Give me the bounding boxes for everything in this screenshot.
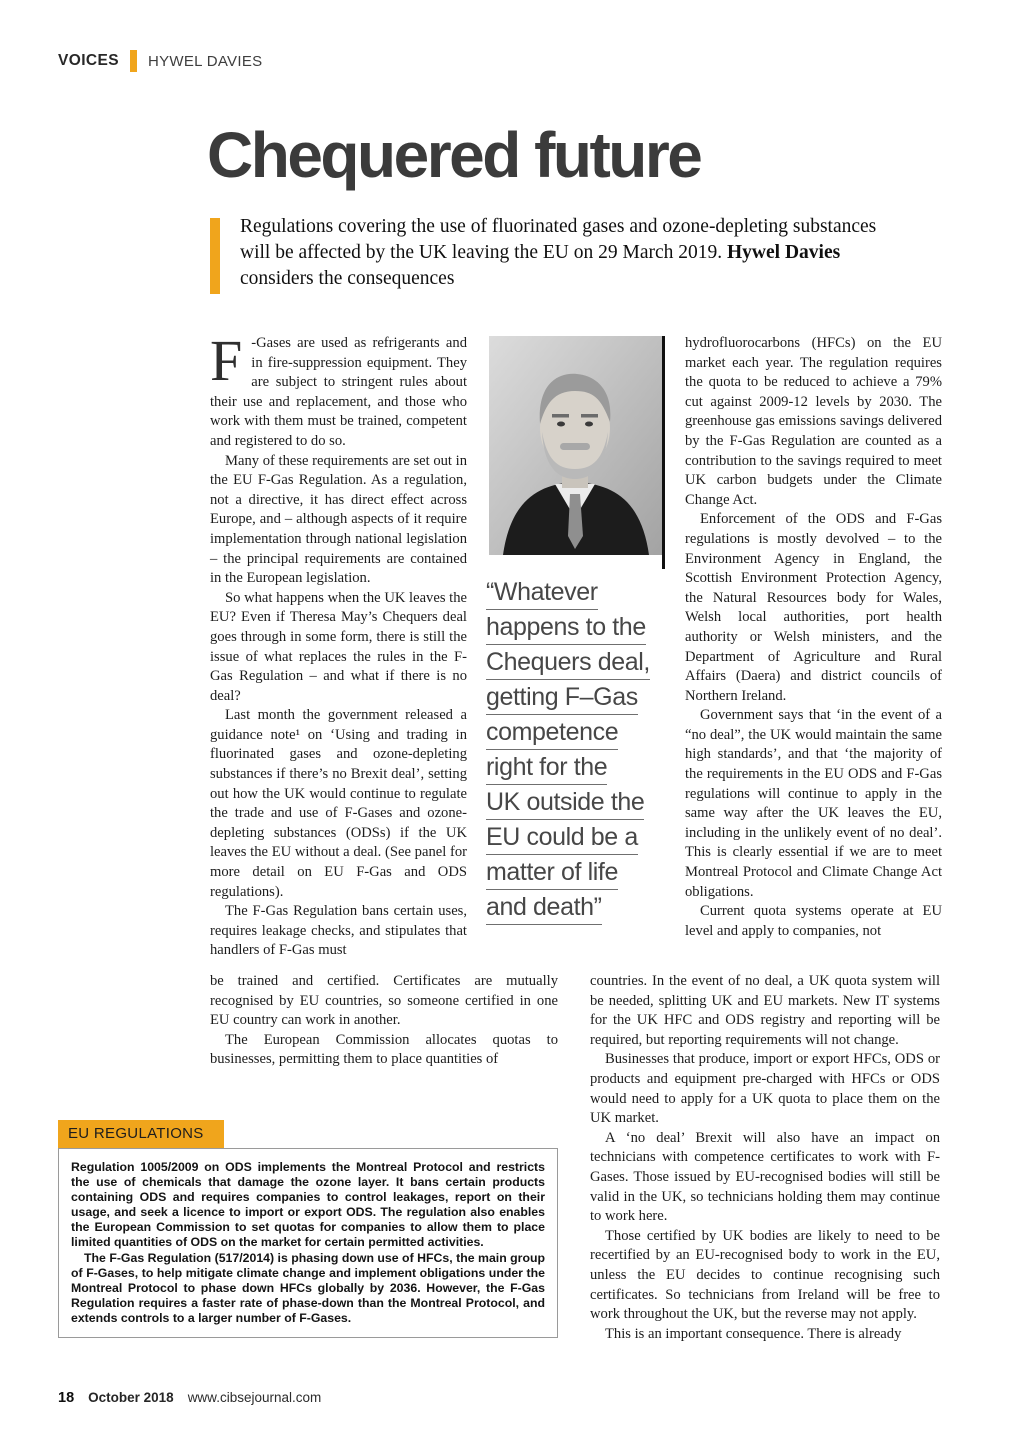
body-paragraph [210, 328, 467, 452]
body-paragraph: countries. In the event of no deal, a UK quota system will be needed, splitting UK and EU markets. New IT systems for the UK HFC and ODS registry and reporting will be required, but reporting requirements will not change. [590, 973, 940, 1048]
pull-quote-line: getting F–Gas [486, 683, 664, 718]
standfirst-tail: considers the consequences [240, 268, 455, 289]
article-column-left-wide [210, 972, 558, 1070]
article-column-right [685, 334, 942, 941]
photo-edge-rule [662, 336, 665, 569]
paragraph-text: -Gases are used as refrigerants and in fire-suppression equipment. They are subject to stringent rules about their use and replacement, and those who work with them must be trained, competent and registered to do so. [210, 335, 467, 449]
body-paragraph: A ‘no deal’ Brexit will also have an impact on technicians with competence certificates to work with F-Gases. Those issued by EU-recognised bodies will still be valid in the UK, so technicians holding them may continue to work here. [590, 1129, 940, 1225]
kicker-author: HYWEL DAVIES [147, 52, 263, 70]
kicker-divider-bar [130, 50, 137, 72]
pull-quote-line: “Whatever [486, 578, 664, 613]
footer-website: www.cibsejournal.com [187, 1390, 322, 1405]
page-footer [58, 1390, 321, 1406]
body-paragraph: Government says that ‘in the event of a “no deal”, the UK would maintain the same high standards’, and that ‘the majority of the requirements in the EU ODS and F-Gas regulations will continue to apply in the same way after the UK leaves the EU, including in the unlikely event of no deal’. This is clearly essential if we are to meet Montreal Protocol and Climate Change Act obligations. [685, 707, 942, 900]
pull-quote-line: and death” [486, 893, 664, 928]
footer-issue-date: October 2018 [88, 1390, 174, 1405]
standfirst-accent-bar [210, 218, 220, 294]
portrait-photo-graphic [489, 336, 662, 555]
panel-paragraph: The F-Gas Regulation (517/2014) is phasing down use of HFCs, the main group of F-Gases, to help mitigate climate change and implement obligations under the Montreal Protocol to phase down HFCs globally by 2036. However, the F-Gas Regulation requires a faster rate of phase-down than the Montreal Protocol, and extends controls to a larger number of F-Gases. [71, 1250, 545, 1325]
body-paragraph: So what happens when the UK leaves the EU? Even if Theresa May’s Chequers deal goes through in some form, there is still the issue of what replaces the rules in the F-Gas Regulation – and what if there is no deal? [210, 589, 467, 704]
section-label: VOICES [58, 52, 119, 69]
pull-quote-line: right for the [486, 753, 664, 788]
body-paragraph: Many of these requirements are set out in the EU F-Gas Regulation. As a regulation, not a directive, it has direct effect across Europe, and – although aspects of it require implementation through national legislation – the principal requirements are contained in the European legislation. [210, 452, 467, 587]
standfirst-author: Hywel Davies [727, 242, 841, 263]
body-paragraph: Current quota systems operate at EU level and apply to companies, not [685, 903, 942, 939]
page-kicker [58, 50, 262, 72]
body-paragraph: This is an important consequence. There is already [605, 1325, 902, 1342]
portrait-photo [489, 336, 662, 555]
pull-quote-line: competence [486, 718, 664, 753]
drop-cap: F [210, 328, 243, 393]
body-paragraph: hydrofluorocarbons (HFCs) on the EU market each year. The regulation requires the quota to be reduced to achieve a 79% cut against 2009-12 levels by 2030. The greenhouse gas emissions savings delivered by the F-Gas Regulation are counted as a contribution to the savings required to meet UK carbon budgets under the Climate Change Act. [685, 335, 942, 508]
article-column-right-wide [590, 972, 940, 1344]
article-column-left [210, 328, 467, 961]
pull-quote-line: UK outside the [486, 788, 664, 823]
standfirst-lead: Regulations covering the use of fluorinated gases and ozone-depleting substances will be affected by the UK leaving the EU on 29 March 2019. [240, 216, 877, 263]
panel-paragraph: Regulation 1005/2009 on ODS implements the Montreal Protocol and restricts the use of chemicals that damage the ozone layer. It bans certain products containing ODS and requires companies to control leakages, report on their usage, and seek a licence to import or export ODS. The regulation also enables the European Commission to set quotas for companies to allow them to place limited quantities of ODS on the market for certain permitted activities. [71, 1160, 545, 1250]
panel-title: EU REGULATIONS [58, 1120, 224, 1148]
body-paragraph: Enforcement of the ODS and F-Gas regulations is mostly devolved – to the Environment Agency in England, the Scottish Environment Protection Agency, the Natural Resources body for Wales, Welsh local authorities, port health authority or Welsh ministers, and the Department of Agriculture and Rural Affairs (Daera) and district councils of Northern Ireland. [685, 511, 942, 704]
panel-body [58, 1148, 558, 1338]
standfirst [210, 214, 900, 292]
body-paragraph: Last month the government released a guidance note¹ on ‘Using and trading in fluorinated gases and ozone-depleting substances if there’s no Brexit deal’, setting out how the UK would continue to regulate the trade and use of F-Gases and ozone-depleting substances (ODSs) if the UK leaves the EU without a deal. (See panel for more detail on EU F-Gas and ODS regulations). [210, 707, 467, 900]
body-paragraph: Those certified by UK bodies are likely to need to be recertified by an EU-recognised body to work in the EU, unless the EU decides to continue recognising such certificates. So technicians from Ireland will be free to work throughout the UK, but the reverse may not apply. [590, 1227, 940, 1323]
pull-quote-line: matter of life [486, 858, 664, 893]
standfirst-text [240, 214, 900, 292]
pull-quote-line: EU could be a [486, 823, 664, 858]
footer-page-number: 18 [58, 1390, 75, 1406]
headline: Chequered future [207, 119, 701, 191]
pull-quote [486, 578, 664, 928]
pull-quote-line: Chequers deal, [486, 648, 664, 683]
body-paragraph: The F-Gas Regulation bans certain uses, requires leakage checks, and stipulates that handlers of F-Gas must [210, 903, 467, 959]
body-paragraph: Businesses that produce, import or export HFCs, ODS or products and equipment pre-charged with HFCs or ODS would need to apply for a UK quota to place them on the UK market. [590, 1051, 940, 1127]
pull-quote-line: happens to the [486, 613, 664, 648]
body-paragraph: be trained and certified. Certificates are mutually recognised by EU countries, so someone certified in one EU country can work in another. [210, 973, 558, 1029]
body-paragraph: The European Commission allocates quotas to businesses, permitting them to place quantities of [210, 1031, 558, 1068]
